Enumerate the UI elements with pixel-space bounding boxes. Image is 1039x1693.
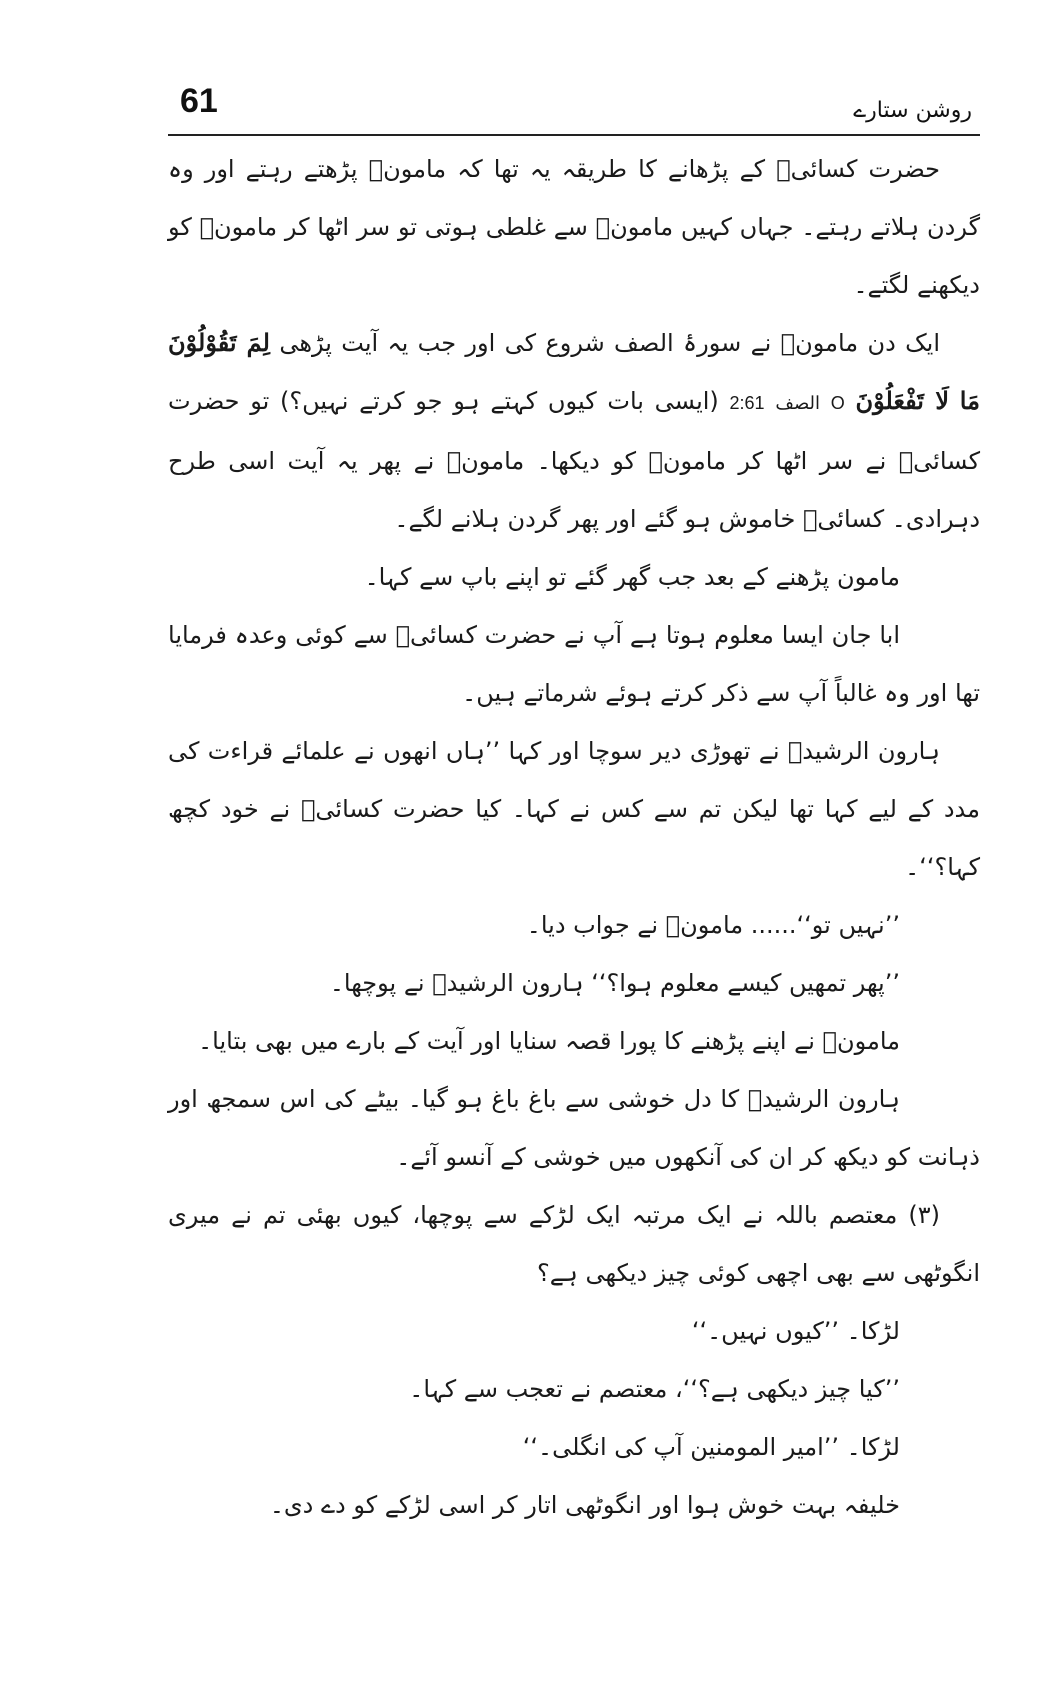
paragraph: حضرت کسائیؒ کے پڑھانے کا طریقہ یہ تھا کہ مامونؒ پڑھتے رہتے اور وہ گردن ہلاتے رہتے۔ جہاں کہیں مامونؒ سے غلطی ہوتی تو سر اٹھا کر مامونؒ کو دیکھنے لگتے۔ [168,155,980,299]
paragraph: خلیفہ بہت خوش ہوا اور انگوٹھی اتار کر اسی لڑکے کو دے دی۔ [269,1491,900,1519]
verse-surah: الصف [775,393,821,413]
verse-intro: ایک دن مامونؒ نے سورۂ الصف شروع کی اور جب یہ آیت پڑھی [279,329,940,357]
verse-arabic-1: لِمَ تَقُوْلُوْنَ مَا [168,328,980,415]
header-rule [168,134,980,136]
paragraph: ہارون الرشیدؒ کا دل خوشی سے باغ باغ ہو گیا۔ بیٹے کی اس سمجھ اور ذہانت کو دیکھ کر ان کی آنکھوں میں خوشی کے آنسو آئے۔ [168,1085,980,1171]
dialogue-line: ’’کیا چیز دیکھی ہے؟‘‘، معتصم نے تعجب سے کہا۔ [409,1375,900,1403]
page-header [168,78,980,138]
verse-arabic-2: لَا تَفْعَلُوْنَ [855,386,950,415]
page-body [168,140,980,1534]
verse-reference: 2:61 [729,393,765,413]
dialogue-line: ’’پھر تمھیں کیسے معلوم ہوا؟‘‘ ہارون الرشیدؒ نے پوچھا۔ [329,969,900,997]
running-title: روشن ستارے [853,98,972,123]
paragraph: مامونؒ نے اپنے پڑھنے کا پورا قصہ سنایا اور آیت کے بارے میں بھی بتایا۔ [198,1027,900,1055]
paragraph: (۳) معتصم باللہ نے ایک مرتبہ ایک لڑکے سے پوچھا، کیوں بھئی تم نے میری انگوٹھی سے بھی اچھی کوئی چیز دیکھی ہے؟ [168,1201,980,1287]
dialogue-line: لڑکا۔ ’’امیر المومنین آپ کی انگلی۔‘‘ [522,1433,900,1461]
page-number: 61 [180,82,218,120]
paragraph: ابا جان ایسا معلوم ہوتا ہے آپ نے حضرت کسائیؒ سے کوئی وعدہ فرمایا تھا اور وہ غالباً آپ سے ذکر کرتے ہوئے شرماتے ہیں۔ [168,621,980,707]
verse-end-mark: O [830,393,845,413]
paragraph-with-verse [168,314,980,548]
verse-continuation: (ایسی بات کیوں کہتے ہو جو کرتے نہیں؟) تو حضرت کسائیؒ نے سر اٹھا کر مامونؒ کو دیکھا۔ مامونؒ نے پھر یہ آیت اسی طرح دہرادی۔ کسائیؒ خاموش ہو گئے اور پھر گردن ہلانے لگے۔ [168,387,980,533]
dialogue-line: ’’نہیں تو‘‘...... مامونؒ نے جواب دیا۔ [526,911,900,939]
dialogue-line: لڑکا۔ ’’کیوں نہیں۔‘‘ [691,1317,900,1345]
paragraph: ہارون الرشیدؒ نے تھوڑی دیر سوچا اور کہا ’’ہاں انھوں نے علمائے قراءت کی مدد کے لیے کہا تھا لیکن تم سے کس نے کہا۔ کیا حضرت کسائیؒ نے خود کچھ کہا؟‘‘۔ [168,737,980,881]
paragraph: مامون پڑھنے کے بعد جب گھر گئے تو اپنے باپ سے کہا۔ [364,563,900,591]
